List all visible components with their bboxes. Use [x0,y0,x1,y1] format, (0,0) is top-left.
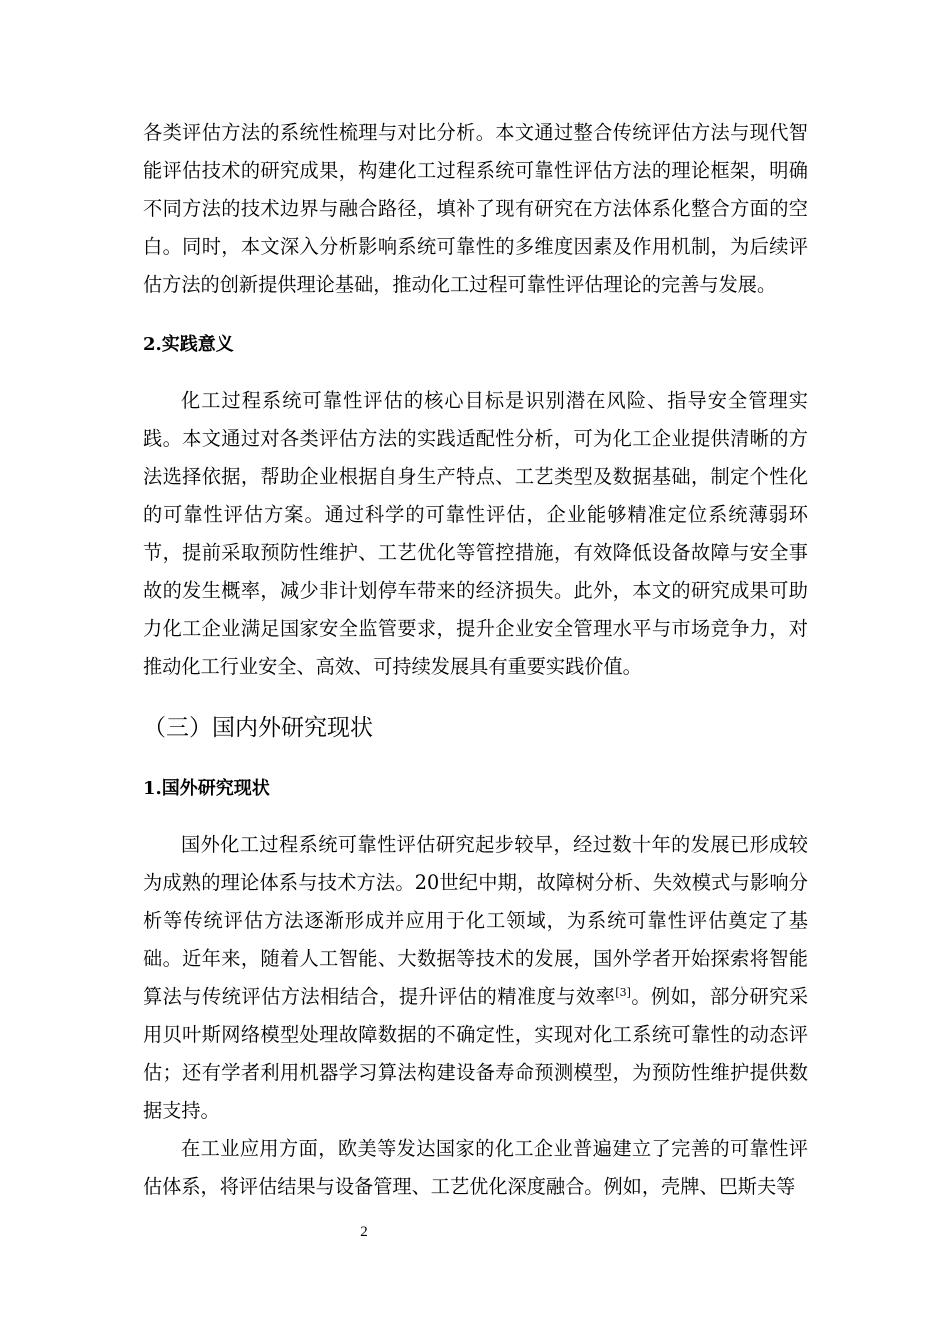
foreign-research-text-a: 国外化工过程系统可靠性评估研究起步较早，经过数十年的发展已形成较为成熟的理论体系与技术方法。20世纪中期，故障树分析、失效模式与影响分析等传统评估方法逐渐形成并应用于化工领域，为系统可靠性评估奠定了基础。近年来，随着人工智能、大数据等技术的发展，国外学者开始探索将智能算法与传统评估方法相结合，提升评估的精准度与效率 [143,833,808,1008]
foreign-research-heading: 1.国外研究现状 [143,778,270,799]
foreign-research-paragraph [143,826,808,1130]
section-heading: （三）国内外研究现状 [143,715,373,741]
page-number: 2 [360,1224,368,1240]
foreign-research-text-b: 。例如，部分研究采用贝叶斯网络模型处理故障数据的不确定性，实现对化工系统可靠性的动态评估；还有学者利用机器学习算法构建设备寿命预测模型，为预防性维护提供数据支持。 [143,985,809,1122]
practice-paragraph: 化工过程系统可靠性评估的核心目标是识别潜在风险、指导安全管理实践。本文通过对各类评估方法的实践适配性分析，可为化工企业提供清晰的方法选择依据，帮助企业根据自身生产特点、工艺类型及数据基础，制定个性化的可靠性评估方案。通过科学的可靠性评估，企业能够精准定位系统薄弱环节，提前采取预防性维护、工艺优化等管控措施，有效降低设备故障与安全事故的发生概率，减少非计划停车带来的经济损失。此外，本文的研究成果可助力化工企业满足国家安全监管要求，提升企业安全管理水平与市场竞争力，对推动化工行业安全、高效、可持续发展具有重要实践价值。 [143,389,808,678]
page-body [143,114,808,1206]
industry-application-paragraph: 在工业应用方面，欧美等发达国家的化工企业普遍建立了完善的可靠性评估体系，将评估结果与设备管理、工艺优化深度融合。例如，壳牌、巴斯夫等 [143,1137,808,1198]
citation-reference: [3] [615,986,631,999]
intro-paragraph: 各类评估方法的系统性梳理与对比分析。本文通过整合传统评估方法与现代智能评估技术的研究成果，构建化工过程系统可靠性评估方法的理论框架，明确不同方法的技术边界与融合路径，填补了现有研究在方法体系化整合方面的空白。同时，本文深入分析影响系统可靠性的多维度因素及作用机制，为后续评估方法的创新提供理论基础，推动化工过程可靠性评估理论的完善与发展。 [143,121,808,296]
practice-heading: 2.实践意义 [143,334,234,355]
